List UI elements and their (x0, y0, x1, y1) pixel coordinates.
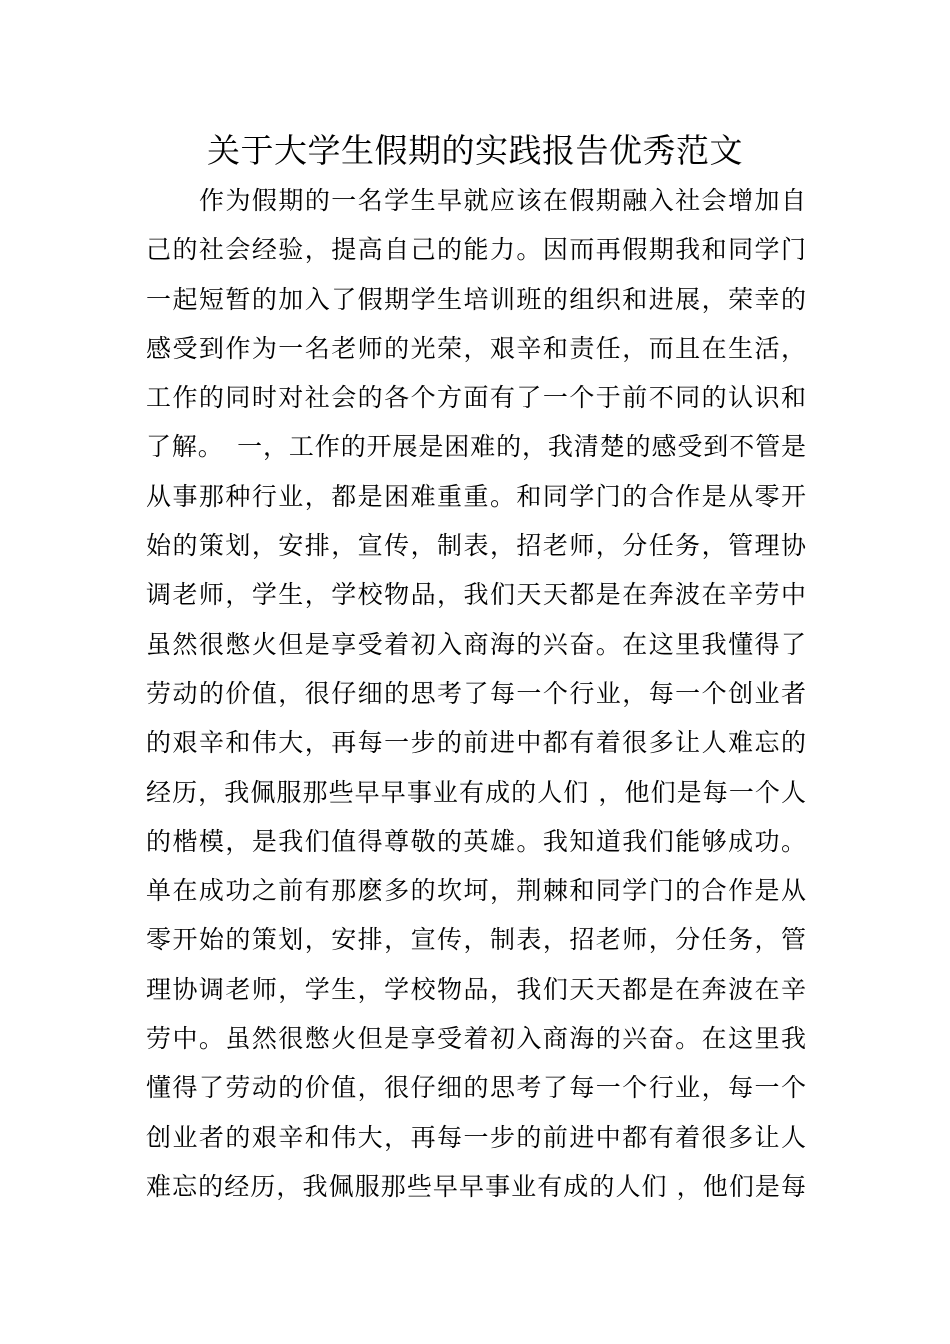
paragraph-line: 调老师，学生，学校物品，我们天天都是在奔波在辛劳中 (146, 580, 806, 610)
paragraph-line: 劳中。虽然很憋火但是享受着初入商海的兴奋。在这里我 (146, 1024, 806, 1054)
paragraph-line: 一起短暂的加入了假期学生培训班的组织和进展，荣幸的 (146, 284, 806, 314)
paragraph-line: 经历，我佩服那些早早事业有成的人们 ，他们是每一个人 (146, 777, 806, 807)
paragraph-line: 虽然很憋火但是享受着初入商海的兴奋。在这里我懂得了 (146, 629, 806, 659)
paragraph-line: 从事那种行业，都是困难重重。和同学门的合作是从零开 (146, 481, 806, 511)
paragraph-line: 难忘的经历，我佩服那些早早事业有成的人们 ，他们是每 (146, 1171, 806, 1201)
paragraph-line: 始的策划，安排，宣传，制表，招老师，分任务，管理协 (146, 531, 806, 561)
paragraph-line: 零开始的策划，安排，宣传，制表，招老师，分任务，管 (146, 925, 806, 955)
paragraph-line: 了解。 一，工作的开展是困难的，我清楚的感受到不管是 (146, 432, 806, 462)
paragraph-line: 劳动的价值，很仔细的思考了每一个行业，每一个创业者 (146, 678, 806, 708)
document-body (146, 176, 806, 1211)
paragraph-line: 感受到作为一名老师的光荣，艰辛和责任，而且在生活， (146, 333, 806, 363)
document-title: 关于大学生假期的实践报告优秀范文 (207, 131, 743, 170)
paragraph-line: 工作的同时对社会的各个方面有了一个于前不同的认识和 (146, 383, 806, 413)
paragraph-line: 己的社会经验，提高自己的能力。因而再假期我和同学门 (146, 235, 806, 265)
paragraph-line: 理协调老师，学生，学校物品，我们天天都是在奔波在辛 (146, 974, 806, 1004)
paragraph-line: 作为假期的一名学生早就应该在假期融入社会增加自 (199, 186, 806, 215)
paragraph-line: 单在成功之前有那麽多的坎坷，荆棘和同学门的合作是从 (146, 876, 806, 906)
paragraph-line: 创业者的艰辛和伟大，再每一步的前进中都有着很多让人 (146, 1122, 806, 1152)
paragraph-line: 的艰辛和伟大，再每一步的前进中都有着很多让人难忘的 (146, 728, 806, 758)
paragraph-line: 懂得了劳动的价值，很仔细的思考了每一个行业，每一个 (146, 1073, 806, 1103)
paragraph-line: 的楷模，是我们值得尊敬的英雄。我知道我们能够成功。 (146, 826, 806, 856)
